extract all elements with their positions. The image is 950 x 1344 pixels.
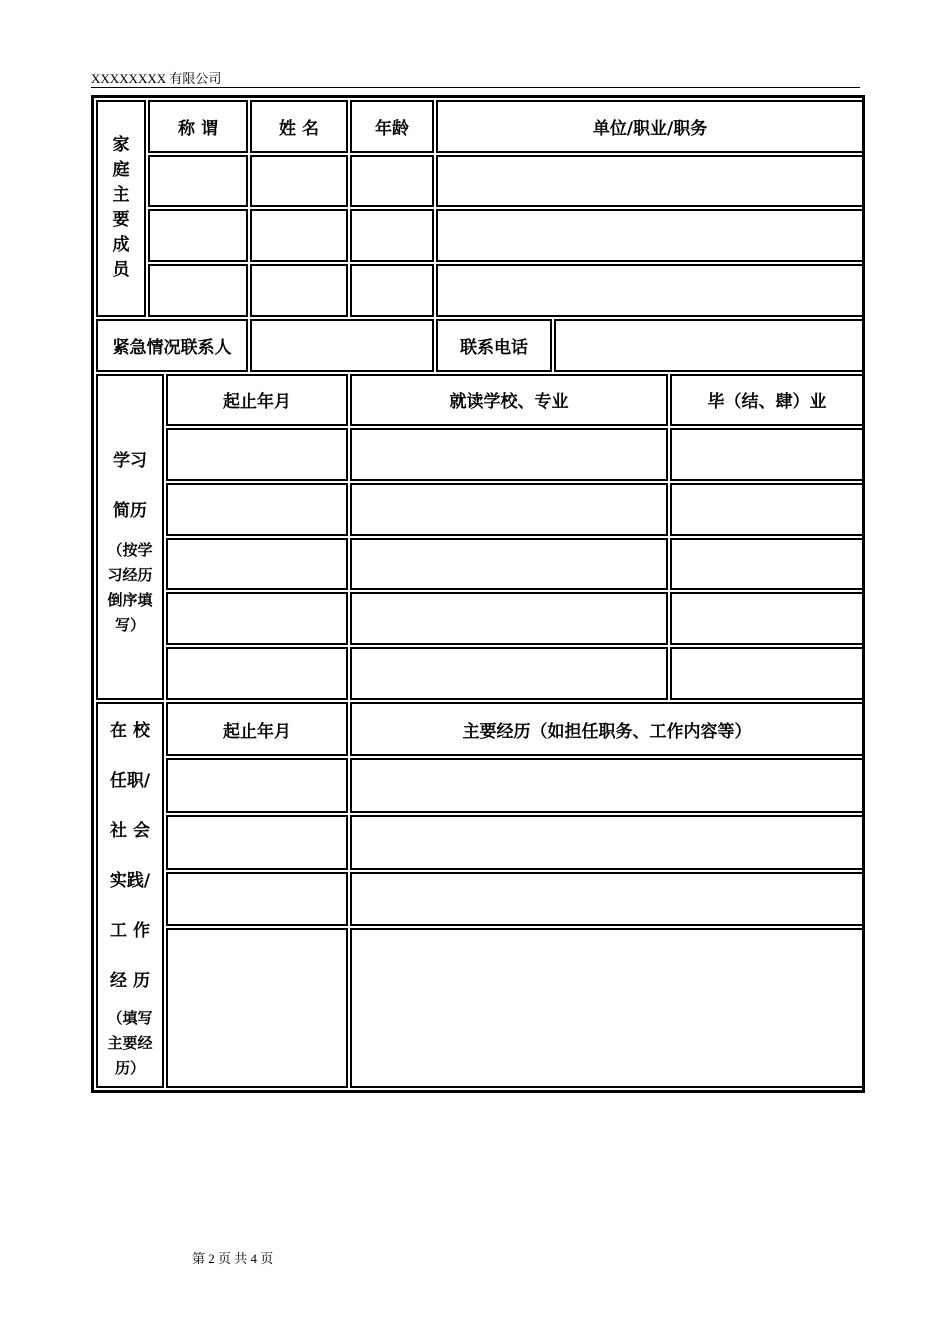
family-label-char: 要 (112, 210, 130, 231)
education-status-cell[interactable] (670, 538, 864, 591)
education-school-cell[interactable] (350, 538, 668, 591)
education-period-cell[interactable] (166, 538, 348, 591)
registration-form-table (94, 98, 866, 1090)
work-period-cell[interactable] (166, 872, 348, 927)
education-period-cell[interactable] (166, 428, 348, 481)
education-note-line: 习经历 (107, 565, 153, 584)
work-label-line: 实践/ (109, 870, 151, 891)
work-row (96, 758, 864, 813)
education-section-label (96, 374, 164, 700)
family-title-cell[interactable] (148, 264, 248, 317)
education-school-cell[interactable] (350, 483, 668, 536)
work-label-line: 工 作 (110, 920, 150, 941)
family-name-cell[interactable] (250, 264, 348, 317)
work-section-label (96, 702, 164, 1088)
family-label-char: 主 (112, 185, 130, 206)
family-title-cell[interactable] (148, 155, 248, 208)
education-row (96, 538, 864, 591)
education-header-row (96, 374, 864, 427)
family-member-row (96, 155, 864, 208)
education-status-cell[interactable] (670, 428, 864, 481)
family-member-row (96, 264, 864, 317)
education-note-line: 倒序填 (107, 590, 153, 609)
emergency-row (96, 319, 864, 372)
education-status-cell[interactable] (670, 647, 864, 700)
work-experience-cell[interactable] (350, 815, 864, 870)
education-row (96, 647, 864, 700)
work-col-period: 起止年月 (166, 702, 348, 757)
work-experience-cell[interactable] (350, 928, 864, 1088)
family-label-char: 家 (112, 135, 130, 156)
education-school-cell[interactable] (350, 592, 668, 645)
family-label-char: 庭 (112, 160, 130, 181)
education-status-cell[interactable] (670, 592, 864, 645)
education-period-cell[interactable] (166, 647, 348, 700)
emergency-phone-cell[interactable] (554, 319, 864, 372)
family-age-cell[interactable] (350, 209, 434, 262)
header-company-name: XXXXXXXX 有限公司 (91, 71, 222, 86)
education-col-period: 起止年月 (166, 374, 348, 427)
education-school-cell[interactable] (350, 428, 668, 481)
family-member-row (96, 209, 864, 262)
family-col-age: 年龄 (350, 100, 434, 153)
education-status-cell[interactable] (670, 483, 864, 536)
family-name-cell[interactable] (250, 209, 348, 262)
family-title-cell[interactable] (148, 209, 248, 262)
family-unit-cell[interactable] (436, 155, 864, 208)
family-label-char: 员 (112, 260, 130, 281)
education-col-school: 就读学校、专业 (350, 374, 668, 427)
footer-page-info: 第 2 页 共 4 页 (192, 1251, 274, 1266)
family-col-unit: 单位/职业/职务 (436, 100, 864, 153)
education-label-line: 简历 (113, 500, 147, 521)
work-period-cell[interactable] (166, 815, 348, 870)
education-note-line: （按学 (107, 540, 153, 559)
work-experience-cell[interactable] (350, 758, 864, 813)
work-label-line: 经 历 (110, 970, 150, 991)
education-row (96, 592, 864, 645)
education-period-cell[interactable] (166, 592, 348, 645)
work-period-cell[interactable] (166, 758, 348, 813)
education-col-status: 毕（结、肆）业 (670, 374, 864, 427)
work-note-line: 历） (114, 1058, 145, 1077)
work-row-tall (96, 928, 864, 1088)
work-label-line: 社 会 (110, 820, 150, 841)
work-period-cell[interactable] (166, 928, 348, 1088)
work-label-line: 在 校 (110, 720, 150, 741)
work-experience-cell[interactable] (350, 872, 864, 927)
family-name-cell[interactable] (250, 155, 348, 208)
family-label-char: 成 (112, 235, 130, 256)
family-age-cell[interactable] (350, 264, 434, 317)
education-school-cell[interactable] (350, 647, 668, 700)
family-header-row (96, 100, 864, 153)
work-note-line: （填写 (107, 1008, 153, 1027)
family-col-name: 姓 名 (250, 100, 348, 153)
education-row (96, 428, 864, 481)
work-col-experience: 主要经历（如担任职务、工作内容等） (350, 702, 864, 757)
education-period-cell[interactable] (166, 483, 348, 536)
family-unit-cell[interactable] (436, 209, 864, 262)
family-unit-cell[interactable] (436, 264, 864, 317)
education-note-line: 写） (114, 615, 145, 634)
work-header-row (96, 702, 864, 757)
work-label-line: 任职/ (109, 770, 151, 791)
work-row (96, 815, 864, 870)
family-section-label (96, 100, 146, 317)
work-note-line: 主要经 (107, 1033, 153, 1052)
work-row (96, 872, 864, 927)
education-label-line: 学习 (113, 450, 147, 471)
family-age-cell[interactable] (350, 155, 434, 208)
emergency-phone-label: 联系电话 (436, 319, 552, 372)
emergency-contact-cell[interactable] (250, 319, 434, 372)
family-col-title: 称 谓 (148, 100, 248, 153)
emergency-contact-label: 紧急情况联系人 (96, 319, 248, 372)
education-row (96, 483, 864, 536)
header-rule (91, 87, 860, 88)
